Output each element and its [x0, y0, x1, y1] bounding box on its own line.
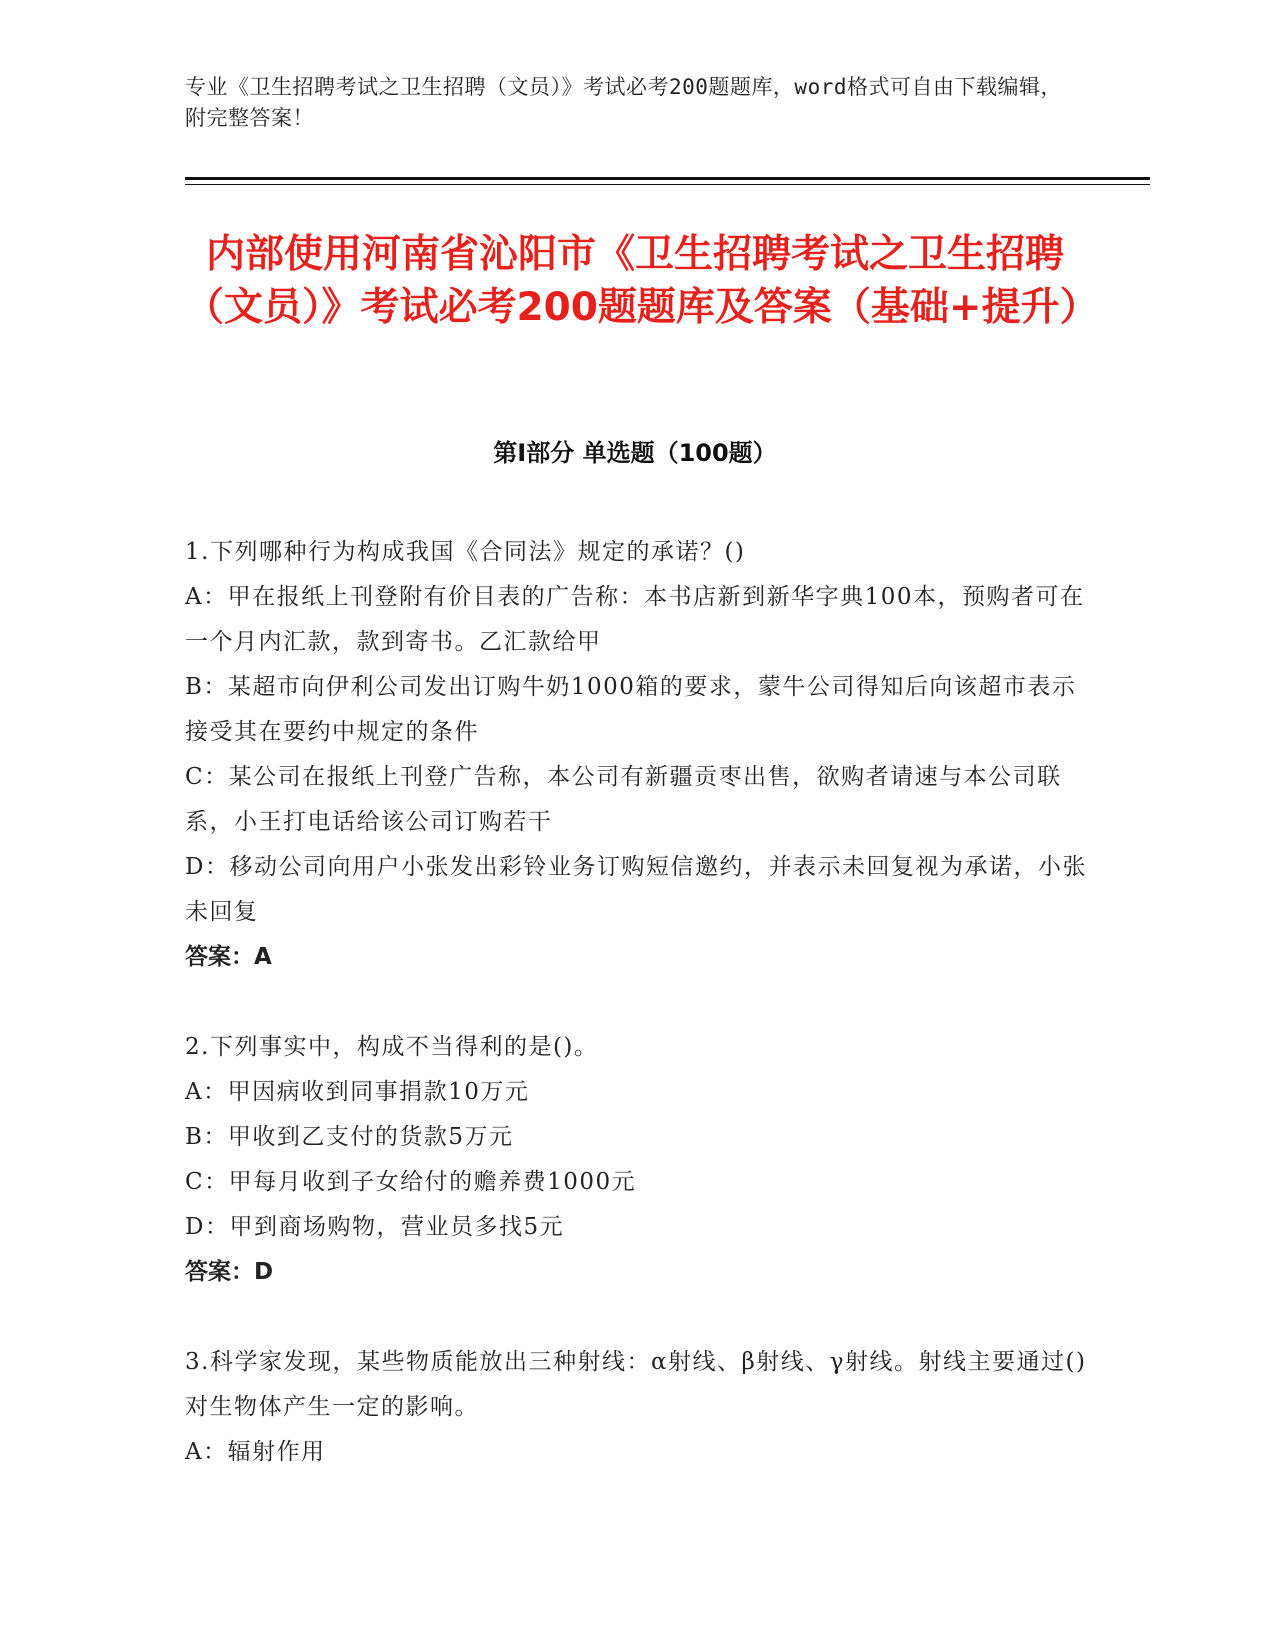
question-list: [185, 530, 1090, 1520]
answer: 答案：D: [185, 1259, 274, 1285]
section-heading: 第I部分 单选题（100题）: [493, 439, 777, 467]
question-stem: 2.下列事实中，构成不当得利的是()。: [185, 1034, 599, 1060]
option-c: C：某公司在报纸上刊登广告称，本公司有新疆贡枣出售，欲购者请速与本公司联系，小王打电话给该公司订购若干: [185, 764, 1062, 835]
question-stem: 3.科学家发现，某些物质能放出三种射线：α射线、β射线、γ射线。射线主要通过()对生物体产生一定的影响。: [185, 1349, 1087, 1420]
header-note: 专业《卫生招聘考试之卫生招聘（文员）》考试必考200题题库，word格式可自由下载编辑，附完整答案！: [185, 75, 1062, 130]
option-a: A：甲在报纸上刊登附有价目表的广告称：本书店新到新华字典100本，预购者可在一个月内汇款，款到寄书。乙汇款给甲: [185, 584, 1085, 655]
question-1: [185, 530, 1090, 980]
option-d: D：甲到商场购物，营业员多找5元: [185, 1214, 565, 1240]
option-a: A：甲因病收到同事捐款10万元: [185, 1079, 530, 1105]
divider-thick: [185, 177, 1150, 180]
question-stem: 1.下列哪种行为构成我国《合同法》规定的承诺？(): [185, 539, 746, 565]
divider-thin: [185, 184, 1150, 185]
document-title: 内部使用河南省沁阳市《卫生招聘考试之卫生招聘（文员）》考试必考200题题库及答案（基础+提升）: [185, 232, 1099, 330]
option-d: D：移动公司向用户小张发出彩铃业务订购短信邀约，并表示未回复视为承诺，小张未回复: [185, 854, 1087, 925]
option-b: B：某超市向伊利公司发出订购牛奶1000箱的要求，蒙牛公司得知后向该超市表示接受其在要约中规定的条件: [185, 674, 1077, 745]
answer: 答案：A: [185, 944, 272, 970]
question-3: [185, 1340, 1090, 1475]
option-b: B：甲收到乙支付的货款5万元: [185, 1124, 514, 1150]
question-2: [185, 1025, 1090, 1295]
option-c: C：甲每月收到子女给付的赡养费1000元: [185, 1169, 637, 1195]
option-a: A：辐射作用: [185, 1439, 326, 1465]
